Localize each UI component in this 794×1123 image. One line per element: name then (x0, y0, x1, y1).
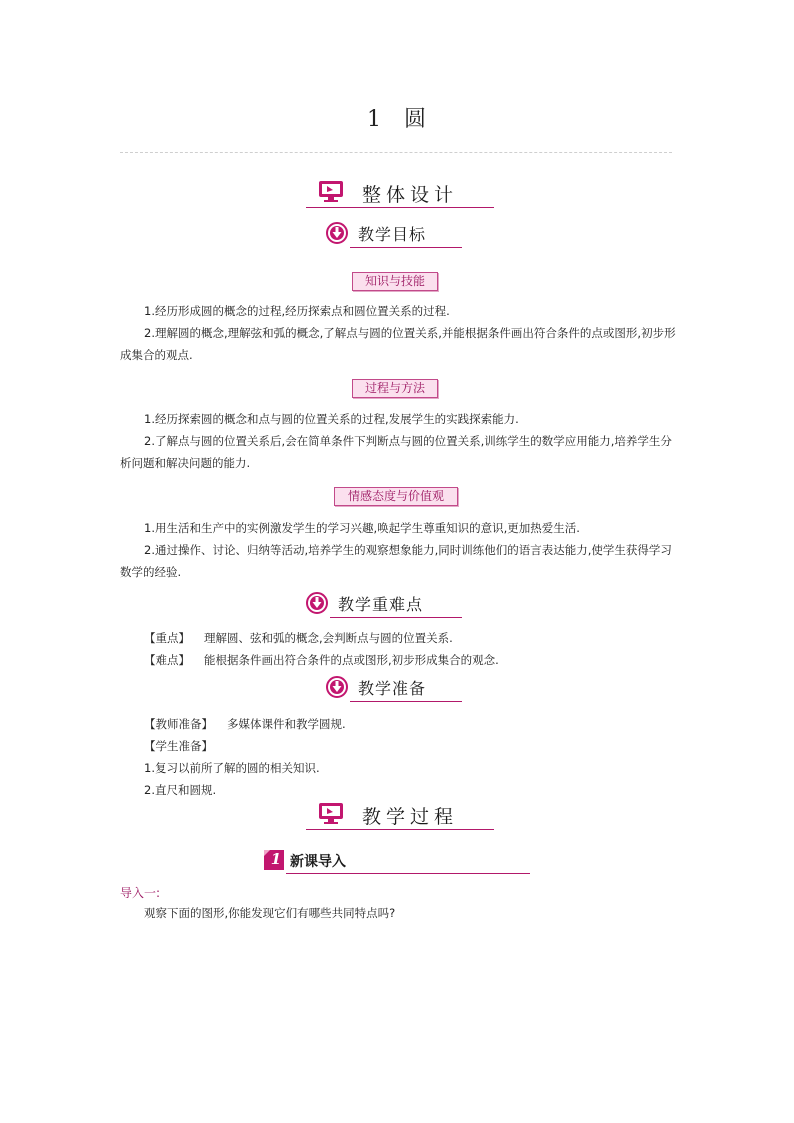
step-title: 新课导入 (290, 854, 346, 870)
step-header-intro (264, 850, 530, 874)
teacher-prep-row (144, 713, 346, 735)
list-item: 1.经历探索圆的概念和点与圆的位置关系的过程,发展学生的实践探索能力. (144, 412, 519, 426)
list-item: 2.了解点与圆的位置关系后,会在简单条件下判断点与圆的位置关系,训练学生的数学应用能力,培养学生分析问题和解决问题的能力. (120, 434, 672, 470)
focus-row (144, 627, 453, 649)
list-item: 2.直尺和圆规. (144, 783, 217, 797)
subheader-title: 教学目标 (358, 225, 427, 244)
down-arrow-circle-icon (326, 676, 348, 698)
list-item: 1.复习以前所了解的圆的相关知识. (144, 761, 320, 775)
list-item: 2.理解圆的概念,理解弦和弧的概念,了解点与圆的位置关系,并能根据条件画出符合条件的点或图形,初步形成集合的观点. (120, 326, 676, 362)
step-number: 1 (270, 850, 282, 868)
subheader-title: 教学准备 (358, 679, 427, 698)
section-title: 整体设计 (362, 184, 459, 206)
intro-lead: 导入一: (120, 886, 161, 900)
knowledge-paragraphs (120, 300, 676, 366)
list-item: 2.通过操作、讨论、归纳等活动,培养学生的观察想象能力,同时训练他们的语言表达能力,使学生获得学习数学的经验. (120, 543, 672, 579)
difficulty-value: 能根据条件画出符合条件的点或图形,初步形成集合的观念. (204, 653, 499, 667)
subheader-title: 教学重难点 (338, 595, 424, 614)
down-arrow-circle-icon (326, 222, 348, 244)
focus-value: 理解圆、弦和弧的概念,会判断点与圆的位置关系. (204, 631, 453, 645)
subheader-keypoints (306, 592, 462, 618)
monitor-icon (318, 180, 344, 202)
teacher-prep-key: 【教师准备】 (144, 717, 213, 731)
subheader-goals (326, 222, 462, 248)
section-header-overall (306, 178, 494, 208)
student-prep-key: 【学生准备】 (144, 739, 213, 753)
tag-emotion: 情感态度与价值观 (334, 487, 458, 506)
section-header-process (306, 800, 494, 830)
focus-key: 【重点】 (144, 631, 190, 645)
list-item: 1.用生活和生产中的实例激发学生的学习兴趣,唤起学生尊重知识的意识,更加热爱生活. (144, 521, 580, 535)
section-title: 教学过程 (362, 806, 459, 828)
difficulty-key: 【难点】 (144, 653, 190, 667)
list-item: 1.经历形成圆的概念的过程,经历探索点和圆位置关系的过程. (144, 304, 450, 318)
difficulty-row (144, 649, 499, 671)
page-title: 1 圆 (366, 107, 427, 132)
monitor-icon (318, 802, 344, 824)
teacher-prep-value: 多媒体课件和教学圆规. (227, 717, 346, 731)
intro-text: 观察下面的图形,你能发现它们有哪些共同特点吗? (144, 906, 396, 920)
tag-knowledge: 知识与技能 (352, 272, 438, 291)
down-arrow-circle-icon (306, 592, 328, 614)
tag-process: 过程与方法 (352, 379, 438, 398)
subheader-prep (326, 676, 462, 702)
title-divider (120, 152, 672, 153)
emotion-paragraphs (120, 517, 676, 583)
process-paragraphs (120, 408, 676, 474)
